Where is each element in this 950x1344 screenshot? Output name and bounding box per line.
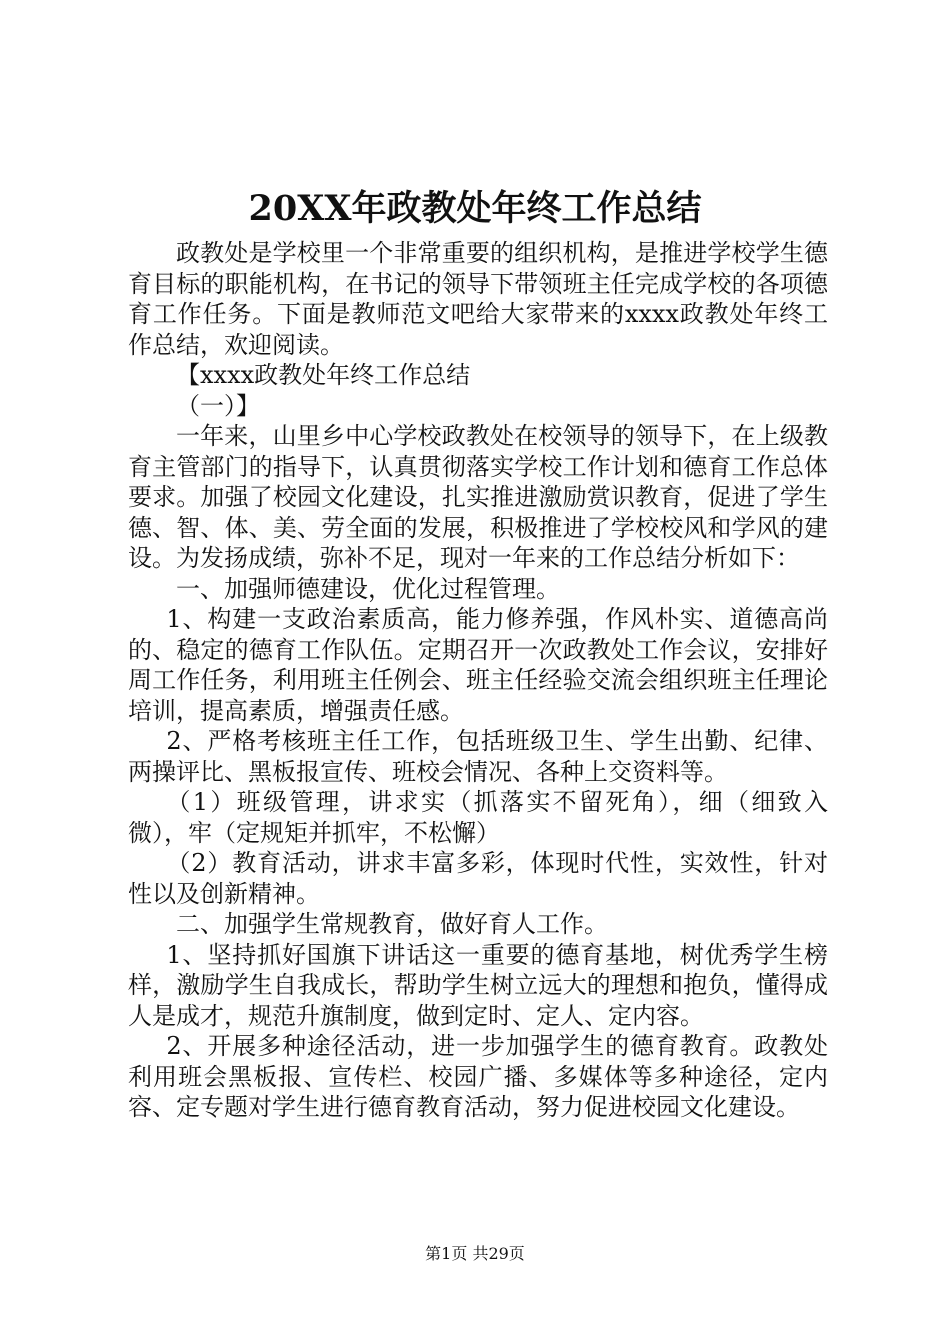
section-heading-1: 一、加强师德建设，优化过程管理。 [176, 574, 560, 603]
paragraph-overview: 一年来，山里乡中心学校政教处在校领导的领导下，在上级教育主管部门的指导下，认真贯彻落实学校工作计划和德育工作总体要求。加强了校园文化建设，扎实推进激励赏识教育，促进了学生德、智、体、美、劳全面的发展，积极推进了学校校风和学风的建设。为发扬成绩，弥补不足，现对一年来的工作总结分析如下： [128, 422, 828, 572]
paragraph-intro: 政教处是学校里一个非常重要的组织机构，是推进学校学生德育目标的职能机构，在书记的领导下带领班主任完成学校的各项德育工作任务。下面是教师范文吧给大家带来的xxxx政教处年终工作总结，欢迎阅读。 [128, 239, 828, 359]
paragraph-2-1: 1、坚持抓好国旗下讲话这一重要的德育基地，树优秀学生榜样，激励学生自我成长，帮助学生树立远大的理想和抱负，懂得成人是成才，规范升旗制度，做到定时、定人、定内容。 [128, 940, 828, 1030]
paragraph-2-2: 2、开展多种途径活动，进一步加强学生的德育教育。政教处利用班会黑板报、宣传栏、校园广播、多媒体等多种途径，定内容、定专题对学生进行德育教育活动，努力促进校园文化建设。 [128, 1032, 828, 1121]
paragraph-1-2-a: （1）班级管理，讲求实（抓落实不留死角），细（细致入微），牢（定规矩并抓牢，不松懈） [128, 788, 828, 847]
section-heading-bracket: 【xxxx政教处年终工作总结 [176, 361, 471, 389]
section-heading-2: 二、加强学生常规教育，做好育人工作。 [176, 910, 608, 938]
page-number-footer: 第1页 共29页 [425, 1244, 525, 1263]
page-title: 20XX年政教处年终工作总结 [248, 188, 702, 229]
document-body [128, 238, 828, 1123]
paragraph-1-2-b: （2）教育活动，讲求丰富多彩，体现时代性，实效性，针对性以及创新精神。 [128, 849, 828, 908]
paragraph-1-1: 1、构建一支政治素质高，能力修养强，作风朴实、道德高尚的、稳定的德育工作队伍。定期召开一次政教处工作会议，安排好周工作任务，利用班主任例会、班主任经验交流会组织班主任理论培训，提高素质，增强责任感。 [128, 605, 828, 725]
paragraph-1-2: 2、严格考核班主任工作，包括班级卫生、学生出勤、纪律、两操评比、黑板报宣传、班校会情况、各种上交资料等。 [128, 727, 828, 786]
section-heading-number: （一）】 [176, 391, 260, 420]
